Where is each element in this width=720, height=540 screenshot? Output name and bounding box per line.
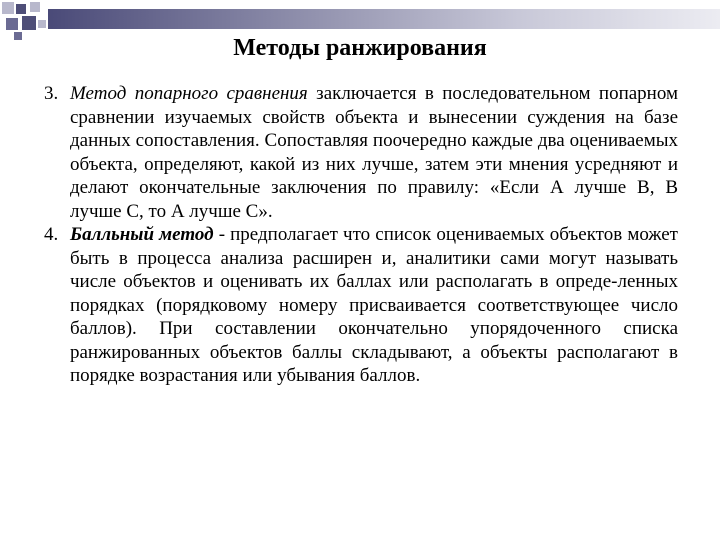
decor-square [22,16,36,30]
decor-square [30,2,40,12]
slide-title: Методы ранжирования [233,35,487,61]
item-text: заключается в последовательном попарном сравнении изучаемых свойств объекта и вынесении суждения на базе данных сопоставления. Сопоставляя поочередно каждые два оцениваемых объекта, определяют, какой из них лучше, затем эти мнения усредняют и делают окончательные заключения по правилу: «Если А лучше В, В лучше С, то А лучше С». [70,83,678,222]
header-gradient-bar [48,9,720,29]
decor-square [16,4,26,14]
item-term: Метод попарного сравнения [70,83,308,104]
item-number: 3. [44,83,59,104]
slide-body [44,82,678,388]
list-item-pairwise-comparison [44,82,678,223]
item-number: 4. [44,224,59,245]
list-item-point-method [44,223,678,388]
decor-square [38,20,46,28]
item-text: - предполагает что список оцениваемых объектов может быть в процесса анализа расширен и, аналитики сами могут называть числе объектов и оценивать их баллах или располагать в опреде-ленных порядках (порядковому номеру присваивается соответствующее число баллов). При составлении окончательно упорядоченного списка ранжированных объектов баллы складывают, а объекты располагают в порядке возрастания или убывания баллов. [70,224,678,386]
decor-square [2,2,14,14]
item-term: Балльный метод [70,224,214,245]
decor-square [6,18,18,30]
